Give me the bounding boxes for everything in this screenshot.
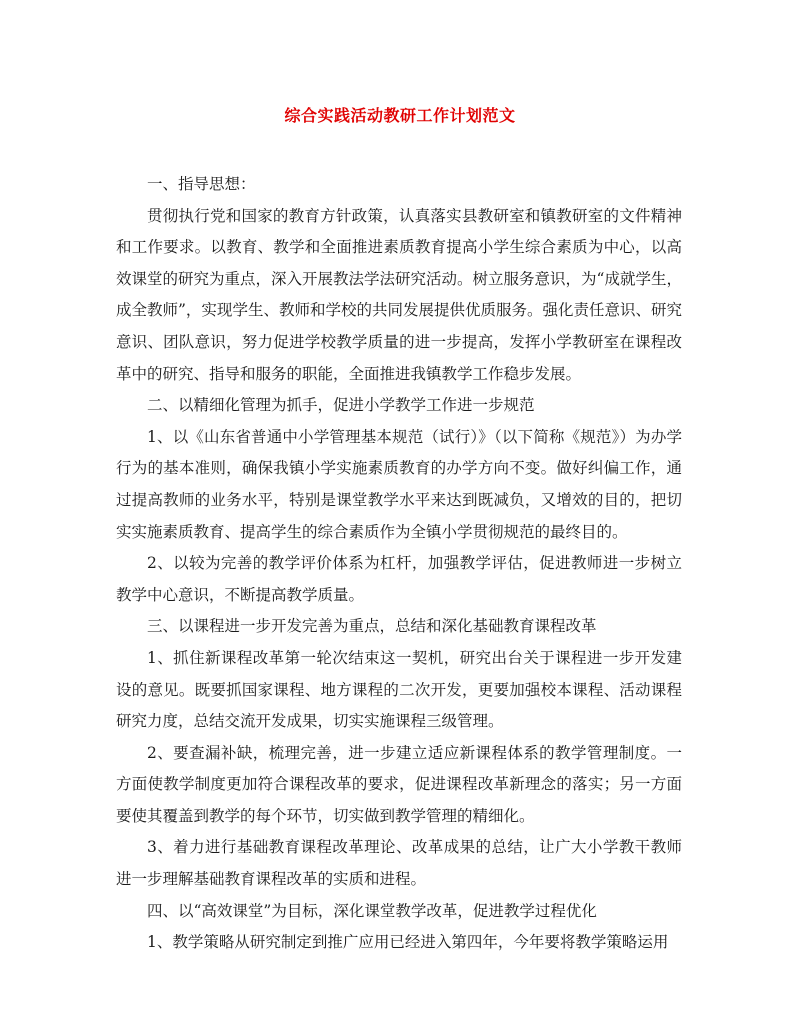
paragraph-curriculum-2: 2、要查漏补缺，梳理完善，进一步建立适应新课程体系的教学管理制度。一方面使教学制度更加符合课程改革的要求，促进课程改革新理念的落实；另一方面要使其覆盖到教学的每个环节，切实做到教学管理的精细化。 <box>116 743 682 825</box>
paragraph-guiding-thought: 贯彻执行党和国家的教育方针政策，认真落实县教研室和镇教研室的文件精神和工作要求。以教育、教学和全面推进素质教育提高小学生综合素质为中心，以高效课堂的研究为重点，深入开展教法学法研究活动。树立服务意识，为“成就学生，成全教师”，实现学生、教师和学校的共同发展提供优质服务。强化责任意识、研究意识、团队意识，努力促进学校教学质量的进一步提高，发挥小学教研室在课程改革中的研究、指导和服务的职能，全面推进我镇教学工作稳步发展。 <box>116 206 682 383</box>
paragraph-curriculum-3: 3、着力进行基础教育课程改革理论、改革成果的总结，让广大小学教干教师进一步理解基础教育课程改革的实质和进程。 <box>116 838 682 889</box>
document-body <box>116 169 682 959</box>
paragraph-curriculum-1: 1、抓住新课程改革第一轮次结束这一契机，研究出台关于课程进一步开发建设的意见。既要抓国家课程、地方课程的二次开发，更要加强校本课程、活动课程研究力度，总结交流开发成果，切实实施课程三级管理。 <box>116 648 682 731</box>
heading-refined-management: 二、以精细化管理为抓手，促进小学教学工作进一步规范 <box>147 396 535 415</box>
heading-guiding-thought: 一、指导思想： <box>147 175 256 193</box>
paragraph-classroom-1: 1、教学策略从研究制定到推广应用已经进入第四年，今年要将教学策略运用 <box>147 933 669 952</box>
heading-efficient-classroom: 四、以“高效课堂”为目标，深化课堂教学改革，促进教学过程优化 <box>147 901 597 920</box>
paragraph-management-1: 1、以《山东省普通中小学管理基本规范（试行）》（以下简称《规范》）为办学行为的基本准则，确保我镇小学实施素质教育的办学方向不变。做好纠偏工作，通过提高教师的业务水平，特别是课堂教学水平来达到既减负，又增效的目的，把切实实施素质教育、提高学生的综合素质作为全镇小学贯彻规范的最终目的。 <box>116 427 682 541</box>
heading-curriculum: 三、以课程进一步开发完善为重点，总结和深化基础教育课程改革 <box>147 617 597 636</box>
paragraph-management-2: 2、以较为完善的教学评价体系为杠杆，加强教学评估，促进教师进一步树立教学中心意识，不断提高教学质量。 <box>116 554 682 604</box>
document-title: 综合实践活动教研工作计划范文 <box>284 106 516 125</box>
